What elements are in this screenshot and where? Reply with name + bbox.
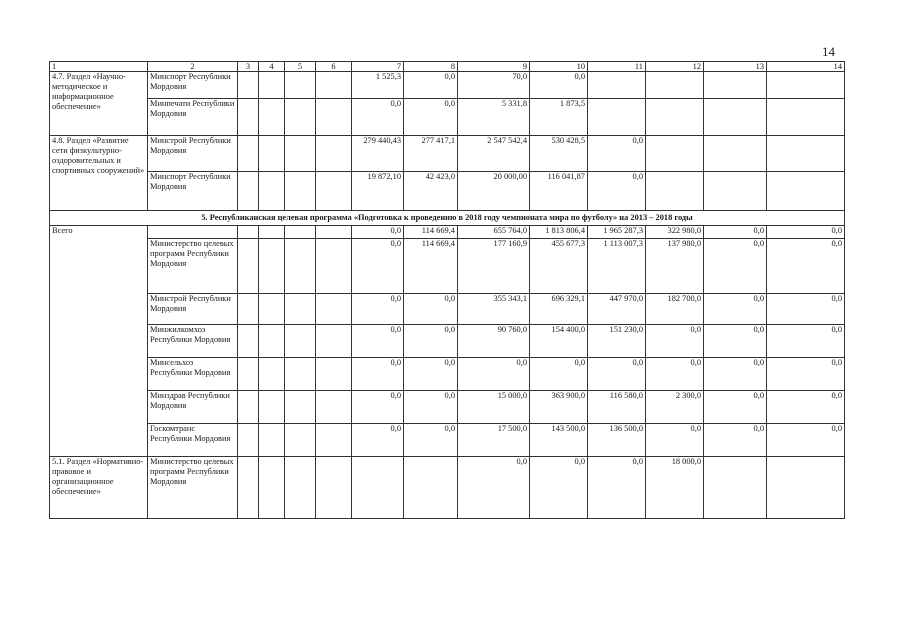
value-cell: 0,0 — [767, 325, 845, 358]
empty-cell — [238, 72, 259, 99]
value-cell: 355 343,1 — [458, 294, 530, 325]
value-cell: 114 669,4 — [404, 239, 458, 294]
organization-cell: Минспорт Республики Мордовия — [148, 72, 238, 99]
section-cell: 5.1. Раздел «Нормативно-правовое и организационное обеспечение» — [50, 457, 148, 519]
value-cell: 696 329,1 — [530, 294, 588, 325]
value-cell — [404, 457, 458, 519]
empty-cell — [238, 239, 259, 294]
organization-cell: Минспорт Республики Мордовия — [148, 172, 238, 211]
value-cell: 279 440,43 — [352, 136, 404, 172]
empty-cell — [285, 391, 316, 424]
value-cell: 2 547 542,4 — [458, 136, 530, 172]
empty-cell — [316, 391, 352, 424]
value-cell: 1 525,3 — [352, 72, 404, 99]
empty-cell — [259, 424, 285, 457]
value-cell — [767, 172, 845, 211]
value-cell — [588, 72, 646, 99]
empty-cell — [285, 136, 316, 172]
value-cell: 0,0 — [767, 294, 845, 325]
value-cell — [767, 136, 845, 172]
value-cell: 151 230,0 — [588, 325, 646, 358]
table-row — [50, 72, 845, 99]
value-cell: 0,0 — [767, 226, 845, 239]
value-cell: 90 760,0 — [458, 325, 530, 358]
table-row — [50, 457, 845, 519]
header-cell: 9 — [458, 62, 530, 72]
value-cell: 154 400,0 — [530, 325, 588, 358]
value-cell: 0,0 — [352, 294, 404, 325]
empty-cell — [238, 391, 259, 424]
empty-cell — [316, 424, 352, 457]
value-cell: 0,0 — [404, 294, 458, 325]
value-cell: 0,0 — [530, 72, 588, 99]
empty-cell — [316, 226, 352, 239]
header-cell: 8 — [404, 62, 458, 72]
empty-cell — [259, 239, 285, 294]
empty-cell — [259, 457, 285, 519]
table-row — [50, 172, 845, 211]
value-cell: 0,0 — [458, 457, 530, 519]
value-cell: 0,0 — [588, 457, 646, 519]
value-cell: 116 580,0 — [588, 391, 646, 424]
empty-cell — [238, 325, 259, 358]
value-cell: 0,0 — [646, 424, 704, 457]
value-cell: 1 873,5 — [530, 99, 588, 136]
empty-cell — [316, 239, 352, 294]
value-cell: 0,0 — [404, 72, 458, 99]
empty-cell — [316, 172, 352, 211]
value-cell — [704, 457, 767, 519]
value-cell: 114 669,4 — [404, 226, 458, 239]
empty-cell — [259, 226, 285, 239]
value-cell: 447 970,0 — [588, 294, 646, 325]
empty-cell — [259, 72, 285, 99]
empty-cell — [316, 358, 352, 391]
organization-cell: Минстрой Республики Мордовия — [148, 294, 238, 325]
value-cell — [352, 457, 404, 519]
value-cell — [704, 99, 767, 136]
value-cell: 0,0 — [352, 226, 404, 239]
value-cell: 1 965 287,3 — [588, 226, 646, 239]
section-cell: 4.7. Раздел «Научно-методическое и информационное обеспечение» — [50, 72, 148, 136]
value-cell: 5 331,8 — [458, 99, 530, 136]
value-cell: 1 813 806,4 — [530, 226, 588, 239]
organization-cell: Минжилкомхоз Республики Мордовия — [148, 325, 238, 358]
table-row — [50, 294, 845, 325]
empty-cell — [238, 424, 259, 457]
value-cell: 0,0 — [767, 239, 845, 294]
empty-cell — [238, 172, 259, 211]
value-cell — [646, 136, 704, 172]
page-number: 14 — [822, 44, 835, 59]
value-cell: 0,0 — [404, 358, 458, 391]
empty-cell — [238, 358, 259, 391]
empty-cell — [285, 226, 316, 239]
value-cell: 1 113 007,3 — [588, 239, 646, 294]
organization-cell: Минздрав Республики Мордовия — [148, 391, 238, 424]
organization-cell: Минсельхоз Республики Мордовия — [148, 358, 238, 391]
table-row — [50, 424, 845, 457]
empty-cell — [285, 99, 316, 136]
table-row — [50, 358, 845, 391]
empty-cell — [316, 457, 352, 519]
value-cell: 0,0 — [646, 358, 704, 391]
value-cell: 455 677,3 — [530, 239, 588, 294]
value-cell: 0,0 — [767, 358, 845, 391]
value-cell: 143 500,0 — [530, 424, 588, 457]
value-cell: 0,0 — [352, 391, 404, 424]
header-cell: 3 — [238, 62, 259, 72]
empty-cell — [259, 325, 285, 358]
value-cell — [767, 99, 845, 136]
value-cell: 19 872,10 — [352, 172, 404, 211]
empty-cell — [285, 424, 316, 457]
header-cell: 13 — [704, 62, 767, 72]
header-row — [50, 62, 845, 72]
value-cell: 0,0 — [404, 391, 458, 424]
section-cell: 4.8. Раздел «Развитие сети физкультурно-оздоровительных и спортивных сооружений» — [50, 136, 148, 211]
header-cell: 7 — [352, 62, 404, 72]
table-row — [50, 325, 845, 358]
empty-cell — [285, 358, 316, 391]
value-cell — [767, 72, 845, 99]
empty-cell — [285, 325, 316, 358]
value-cell — [646, 172, 704, 211]
value-cell: 0,0 — [704, 226, 767, 239]
empty-cell — [316, 72, 352, 99]
value-cell: 70,0 — [458, 72, 530, 99]
value-cell: 0,0 — [404, 99, 458, 136]
value-cell: 182 700,0 — [646, 294, 704, 325]
value-cell: 0,0 — [404, 325, 458, 358]
value-cell: 363 900,0 — [530, 391, 588, 424]
value-cell: 277 417,1 — [404, 136, 458, 172]
value-cell: 17 500,0 — [458, 424, 530, 457]
value-cell: 2 300,0 — [646, 391, 704, 424]
value-cell: 42 423,0 — [404, 172, 458, 211]
value-cell: 0,0 — [458, 358, 530, 391]
organization-cell: Министерство целевых программ Республики Мордовия — [148, 457, 238, 519]
header-cell: 4 — [259, 62, 285, 72]
section-cell: Всего — [50, 226, 148, 457]
value-cell: 0,0 — [352, 358, 404, 391]
empty-cell — [285, 172, 316, 211]
value-cell: 137 980,0 — [646, 239, 704, 294]
value-cell: 0,0 — [588, 172, 646, 211]
empty-cell — [238, 226, 259, 239]
organization-cell: Министерство целевых программ Республики Мордовия — [148, 239, 238, 294]
value-cell: 530 428,5 — [530, 136, 588, 172]
value-cell: 0,0 — [588, 358, 646, 391]
header-cell: 11 — [588, 62, 646, 72]
value-cell — [646, 72, 704, 99]
empty-cell — [238, 136, 259, 172]
organization-cell: Госкомтранс Республики Мордовия — [148, 424, 238, 457]
value-cell: 116 041,87 — [530, 172, 588, 211]
organization-cell: Минпечати Республики Мордовия — [148, 99, 238, 136]
value-cell: 136 500,0 — [588, 424, 646, 457]
section-title-row — [50, 211, 845, 226]
table-row — [50, 99, 845, 136]
table-row — [50, 239, 845, 294]
header-cell: 6 — [316, 62, 352, 72]
budget-table — [49, 61, 845, 519]
value-cell: 0,0 — [352, 424, 404, 457]
value-cell: 0,0 — [588, 136, 646, 172]
empty-cell — [316, 136, 352, 172]
value-cell: 18 000,0 — [646, 457, 704, 519]
table-row — [50, 391, 845, 424]
value-cell — [704, 136, 767, 172]
header-cell: 14 — [767, 62, 845, 72]
header-cell: 5 — [285, 62, 316, 72]
value-cell: 0,0 — [352, 99, 404, 136]
empty-cell — [238, 457, 259, 519]
value-cell — [588, 99, 646, 136]
value-cell: 0,0 — [767, 391, 845, 424]
value-cell: 322 980,0 — [646, 226, 704, 239]
header-cell: 12 — [646, 62, 704, 72]
header-cell: 1 — [50, 62, 148, 72]
value-cell: 0,0 — [704, 391, 767, 424]
value-cell: 655 764,0 — [458, 226, 530, 239]
value-cell: 0,0 — [530, 457, 588, 519]
empty-cell — [285, 72, 316, 99]
value-cell — [646, 99, 704, 136]
value-cell: 0,0 — [704, 358, 767, 391]
value-cell — [704, 72, 767, 99]
value-cell: 0,0 — [352, 325, 404, 358]
value-cell: 0,0 — [704, 294, 767, 325]
section-title: 5. Республиканская целевая программа «Подготовка к проведению в 2018 году чемпионата мира по футболу» на 2013 – 2018 годы — [50, 211, 845, 226]
table-row — [50, 226, 845, 239]
value-cell: 0,0 — [530, 358, 588, 391]
value-cell: 0,0 — [704, 424, 767, 457]
empty-cell — [259, 99, 285, 136]
empty-cell — [238, 294, 259, 325]
header-cell: 2 — [148, 62, 238, 72]
value-cell: 0,0 — [404, 424, 458, 457]
organization-cell: Минстрой Республики Мордовия — [148, 136, 238, 172]
table-row — [50, 136, 845, 172]
empty-cell — [285, 294, 316, 325]
empty-cell — [238, 99, 259, 136]
value-cell: 0,0 — [646, 325, 704, 358]
empty-cell — [316, 99, 352, 136]
organization-cell — [148, 226, 238, 239]
value-cell: 20 000,00 — [458, 172, 530, 211]
empty-cell — [259, 358, 285, 391]
value-cell: 15 000,0 — [458, 391, 530, 424]
value-cell: 177 160,9 — [458, 239, 530, 294]
value-cell — [767, 457, 845, 519]
empty-cell — [285, 457, 316, 519]
value-cell: 0,0 — [767, 424, 845, 457]
value-cell: 0,0 — [704, 325, 767, 358]
empty-cell — [259, 294, 285, 325]
empty-cell — [259, 136, 285, 172]
empty-cell — [259, 172, 285, 211]
empty-cell — [316, 294, 352, 325]
empty-cell — [259, 391, 285, 424]
header-cell: 10 — [530, 62, 588, 72]
value-cell: 0,0 — [704, 239, 767, 294]
value-cell: 0,0 — [352, 239, 404, 294]
empty-cell — [285, 239, 316, 294]
value-cell — [704, 172, 767, 211]
empty-cell — [316, 325, 352, 358]
